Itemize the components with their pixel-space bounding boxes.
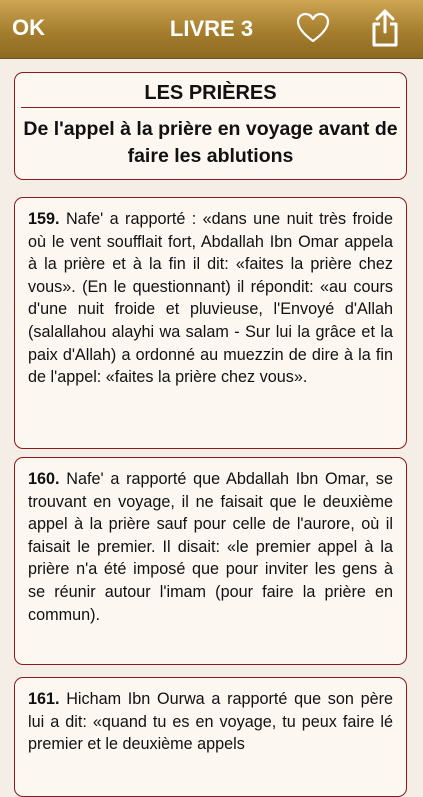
hadith-number: 161.	[28, 690, 60, 708]
hadith-number: 159.	[28, 210, 60, 228]
chapter-subtitle: De l'appel à la prière en voyage avant de faire les ablutions	[23, 118, 398, 167]
hadith-text: Hicham Ibn Ourwa a rapporté que son père lui a dit: «quand tu es en voyage, tu peux faire lé premier et le deuxième appels	[28, 690, 393, 754]
hadith-text: Nafe' a rapporté : «dans une nuit très froide où le vent soufflait fort, Abdallah Ibn Omar appela à la prière et à la fin il dit: «faites la prière chez vous». (En le questionnant) il répondit: «au cours d'une nuit froide et pluvieuse, l'Envoyé d'Allah (salallahou alayhi wa salam - Sur lui la grâce et la paix d'Allah) a ordonné au muezzin de dire à la fin de l'appel: «faites la prière chez vous».	[28, 210, 394, 387]
heart-outline-icon[interactable]	[296, 12, 330, 44]
page-title: LIVRE 3	[169, 16, 254, 41]
hadith-number: 160.	[28, 470, 60, 488]
chapter-header-card	[14, 72, 407, 180]
chapter-title: LES PRIÈRES	[21, 73, 400, 108]
share-icon[interactable]	[369, 8, 401, 48]
hadith-card[interactable]	[14, 457, 407, 665]
hadith-card[interactable]	[14, 197, 407, 449]
hadith-text: Nafe' a rapporté que Abdallah Ibn Omar, se trouvant en voyage, il ne faisait que le deuxième appel à la prière sauf pour celle de l'aurore, où il faisait le premier. Il disait: «le premier appel à la prière n'a été imposé que pour inviter les gens à se réunir autour l'imam (pour faire la prière en commun).	[28, 470, 393, 624]
ok-button[interactable]: OK	[12, 15, 45, 40]
hadith-card[interactable]	[14, 677, 407, 797]
navigation-bar	[0, 0, 423, 59]
